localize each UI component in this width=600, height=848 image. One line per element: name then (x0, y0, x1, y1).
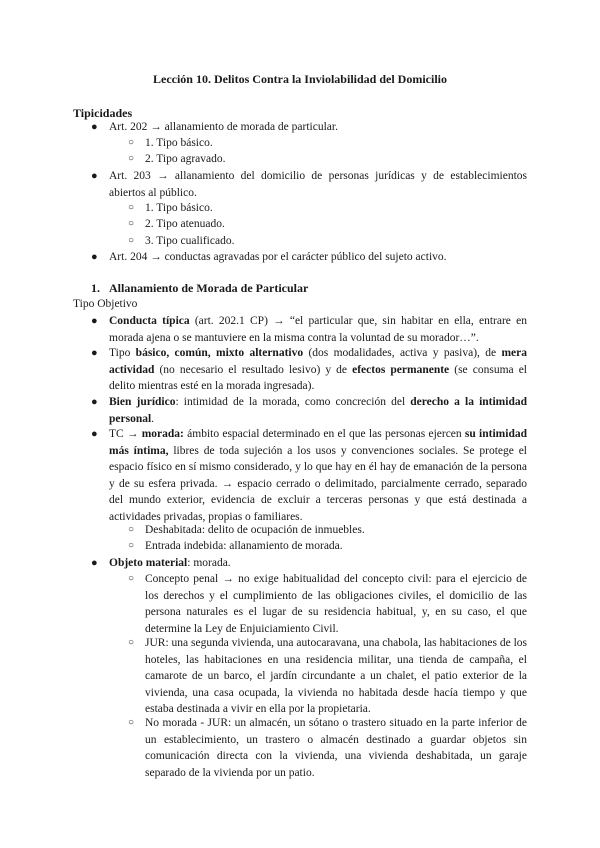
sub-list-item: No morada - JUR: un almacén, un sótano o trastero situado en la parte inferior de un establecimiento, un trastero o almacén destinado a guardar objetos sin comunicación directa con la vivienda, una vivienda deshabitada, un garaje separado de la vivienda por un patio. (145, 717, 527, 779)
list-item: Art. 203 → allanamiento del domicilio de personas jurídicas y de establecimientos abiertos al público. (109, 170, 527, 199)
text-run: : intimidad de la morada, como concreción del (175, 396, 411, 408)
circle-bullet-icon: ○ (128, 573, 135, 584)
bold-term: mera actividad (109, 347, 527, 376)
circle-bullet-icon: ○ (128, 153, 135, 164)
bold-term: básico, común, mixto alternativo (135, 347, 304, 359)
bullet-dot-icon: ● (91, 396, 98, 408)
bold-term: Bien jurídico (109, 396, 176, 408)
sub-list-item: JUR: una segunda vivienda, una autocaravana, una chabola, las habitaciones de los hoteles, las habitaciones en una residencia militar, una tienda de campaña, el camarote de un barco, el jardín circundante a un chalet, el patio exterior de la vivienda, una casa ocupada, la vivienda no habitada desde hacía tiempo y que estaba destinada a vivir en ella por la propietaria. (145, 637, 527, 715)
bold-term: efectos permanente (352, 363, 450, 376)
paragraph-tipo (109, 345, 527, 395)
text-run: (no necesario el resultado lesivo) y de (154, 363, 353, 376)
bullet-dot-icon: ● (91, 557, 98, 569)
bullet-dot-icon: ● (91, 251, 98, 263)
bold-term: Objeto material (109, 557, 188, 569)
bullet-dot-icon: ● (91, 428, 98, 440)
section-heading-tipicidades: Tipicidades (73, 106, 133, 120)
circle-bullet-icon: ○ (128, 540, 135, 551)
paragraph-conducta-tipica (109, 313, 527, 346)
circle-bullet-icon: ○ (128, 218, 135, 229)
circle-bullet-icon: ○ (128, 202, 135, 213)
text-run: (dos modalidades, activa y pasiva), de (303, 347, 502, 359)
sub-list-item: 2. Tipo atenuado. (145, 218, 225, 230)
sub-list-item: 2. Tipo agravado. (145, 153, 226, 165)
bullet-dot-icon: ● (91, 170, 98, 182)
circle-bullet-icon: ○ (128, 524, 135, 535)
text-run: TC → (109, 428, 142, 440)
list-item: Art. 204 → conductas agravadas por el carácter público del sujeto activo. (109, 251, 447, 263)
sub-list-item: Entrada indebida: allanamiento de morada. (145, 540, 343, 552)
section-number: 1. (91, 281, 100, 295)
text-run: Tipo (109, 347, 136, 359)
bold-term: su intimidad más íntima, (109, 428, 527, 457)
sub-list-item: 1. Tipo básico. (145, 202, 213, 214)
bold-term: Conducta típica (109, 315, 190, 327)
bullet-dot-icon: ● (91, 347, 98, 359)
text-run: : morada. (187, 557, 231, 569)
section-heading: Allanamiento de Morada de Particular (109, 281, 309, 295)
bold-term: derecho a la intimidad personal (109, 396, 528, 425)
text-run: . (151, 412, 155, 425)
sub-list-item: 1. Tipo básico. (145, 137, 213, 149)
subheading-tipo-objetivo: Tipo Objetivo (73, 298, 138, 310)
circle-bullet-icon: ○ (128, 717, 135, 728)
paragraph-bien-juridico (109, 394, 527, 427)
text-run: (art. 202.1 CP) → “el particular que, sin habitar en ella, entrare en morada ajena o se mantuviere en la misma contra la voluntad de su morador…”. (109, 315, 527, 344)
paragraph-tc-morada (109, 426, 527, 525)
circle-bullet-icon: ○ (128, 637, 135, 648)
circle-bullet-icon: ○ (128, 137, 135, 148)
bullet-dot-icon: ● (91, 315, 98, 327)
sub-list-item: Concepto penal → no exige habitualidad del concepto civil: para el ejercicio de los derechos y el cumplimiento de las obligaciones civiles, el domicilio de las persona naturales es el lugar de su residencia habitual, y, en su caso, el que determine la Ley de Enjuiciamiento Civil. (145, 573, 527, 635)
text-run: (se consuma el delito mientras esté en la morada ingresada). (109, 363, 527, 392)
list-item: Art. 202 → allanamiento de morada de particular. (109, 121, 338, 133)
sub-list-item: 3. Tipo cualificado. (145, 235, 235, 247)
bullet-dot-icon: ● (91, 121, 98, 133)
text-run: libres de toda sujeción a los usos y convenciones sociales. Se protege el espacio físico en sí mismo considerado, y lo que hay en él hay de emanación de la persona y de su esfera privada. → espacio cerrado o delimitado, parcialmente cerrado, separado del mundo exterior, evidencia de excluir a terceras personas y que está destinada a actividades privadas, propias o familiares. (109, 444, 527, 523)
bold-term: morada: (141, 428, 184, 440)
sub-list-item: Deshabitada: delito de ocupación de inmuebles. (145, 524, 365, 536)
paragraph-objeto-material (109, 555, 231, 572)
lesson-title: Lección 10. Delitos Contra la Inviolabilidad del Domicilio (152, 72, 447, 86)
circle-bullet-icon: ○ (128, 235, 135, 246)
text-run: ámbito espacial determinado en el que las personas ejercen (183, 428, 465, 440)
